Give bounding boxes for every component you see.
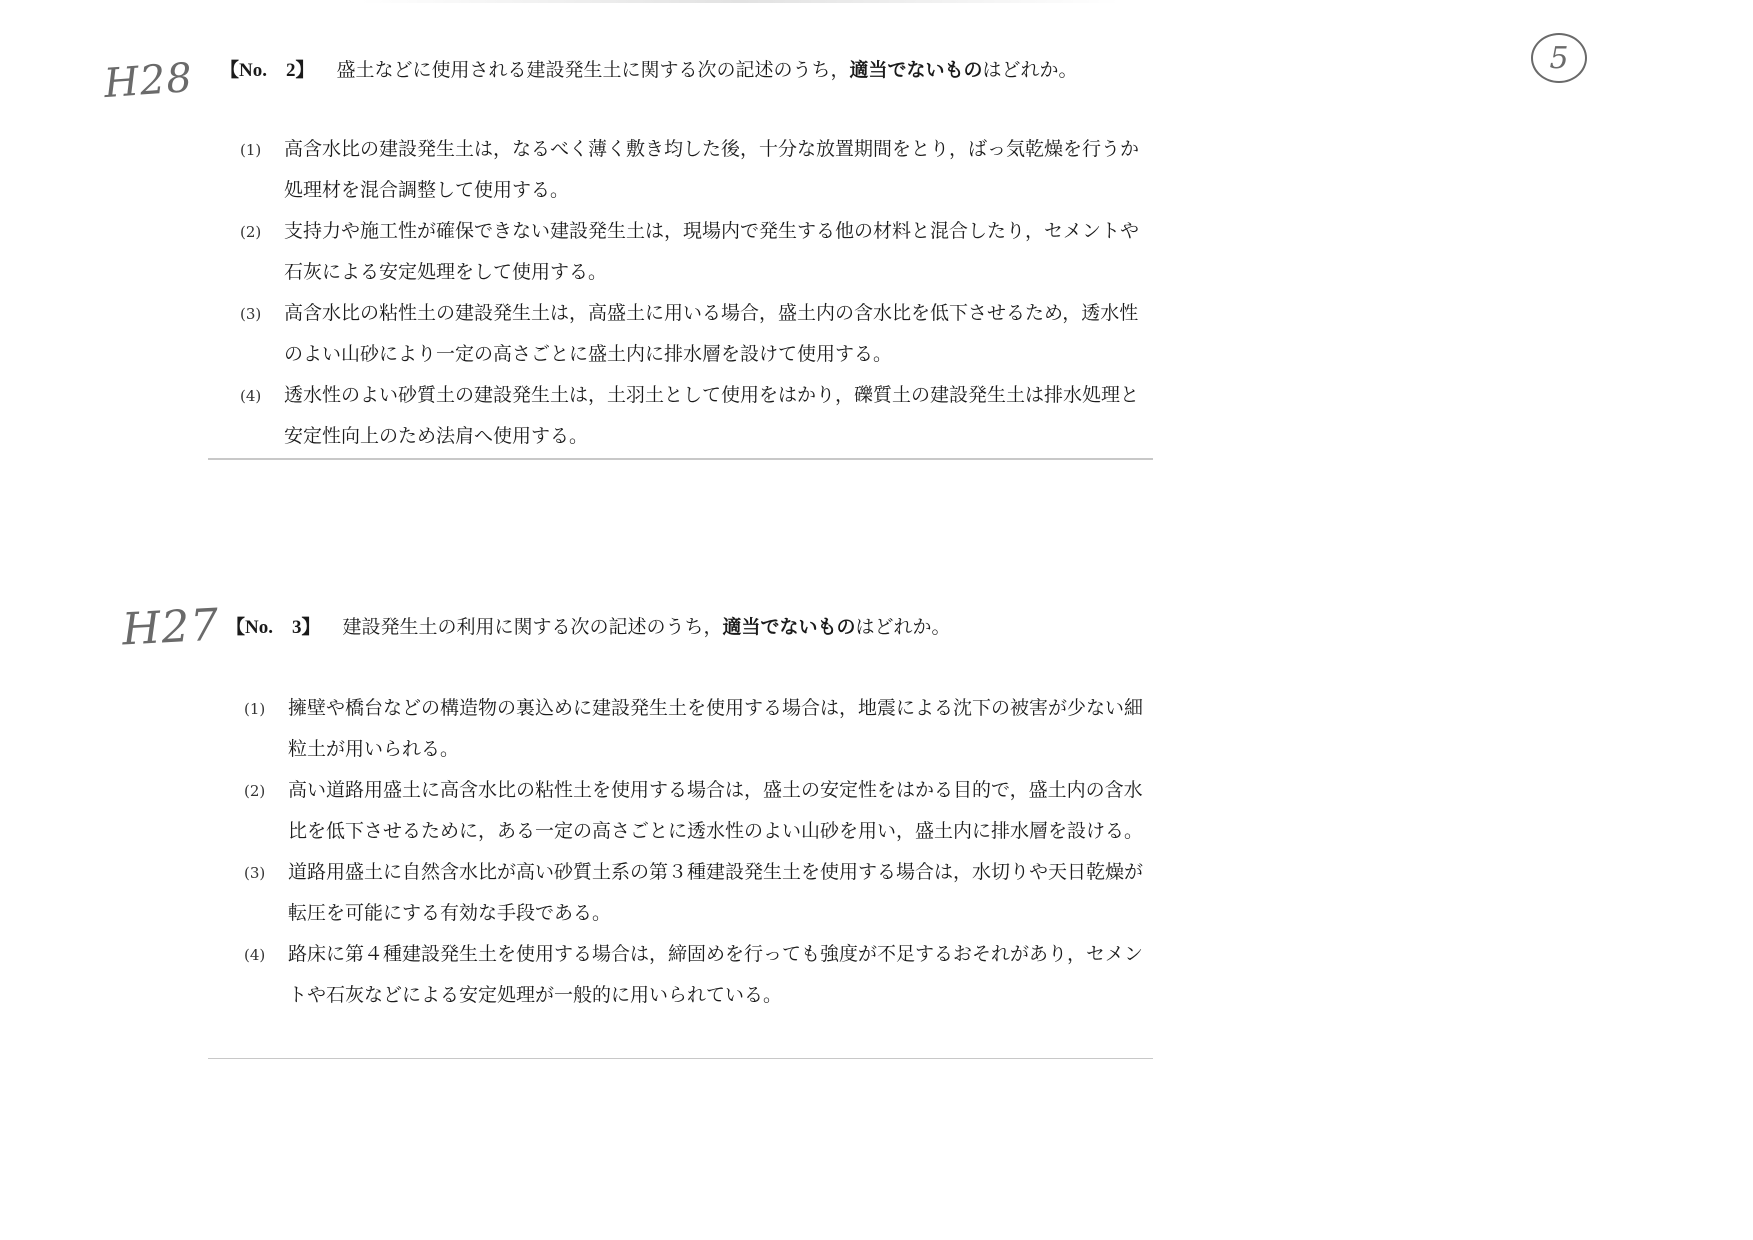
choice-text: 支持力や施工性が確保できない建設発生土は，現場内で発生する他の材料と混合したり，セメントや石灰による安定処理をして使用する。	[284, 220, 1140, 283]
choice-text: 擁壁や橋台などの構造物の裏込めに建設発生土を使用する場合は，地震による沈下の被害が少ない細粒土が用いられる。	[288, 697, 1144, 760]
question-number: 【No. 3】	[226, 617, 321, 638]
choice-number: (4)	[244, 946, 266, 964]
circled-page-number: 5	[1531, 33, 1587, 83]
question-no2	[220, 55, 1140, 82]
choice-item	[244, 770, 1150, 852]
choice-list-no2	[240, 129, 1150, 457]
choice-text: 道路用盛土に自然含水比が高い砂質土系の第３種建設発生土を使用する場合は，水切りや天日乾燥が転圧を可能にする有効な手段である。	[288, 861, 1144, 924]
choice-item	[240, 293, 1150, 375]
handwritten-year-h28: H28	[102, 54, 195, 108]
choice-text: 高含水比の粘性土の建設発生土は，高盛土に用いる場合，盛土内の含水比を低下させるため，透水性のよい山砂により一定の高さごとに盛土内に排水層を設けて使用する。	[284, 302, 1139, 365]
choice-item	[240, 211, 1150, 293]
question-heading	[220, 55, 1140, 82]
choice-number: (4)	[240, 387, 262, 405]
choice-text: 高い道路用盛土に高含水比の粘性土を使用する場合は，盛土の安定性をはかる目的で，盛土内の含水比を低下させるために，ある一定の高さごとに透水性のよい山砂を用い，盛土内に排水層を設ける。	[288, 779, 1144, 842]
stem-emphasis: 適当でないもの	[849, 59, 983, 81]
section-divider	[208, 458, 1153, 460]
choice-item	[244, 688, 1150, 770]
question-no3	[226, 612, 1146, 639]
stem-text-end: はどれか。	[855, 616, 951, 638]
choice-number: (2)	[240, 223, 262, 241]
stem-emphasis: 適当でないもの	[722, 616, 856, 638]
section-divider	[208, 1058, 1153, 1059]
choice-item	[244, 934, 1150, 1016]
choice-number: (3)	[244, 864, 266, 882]
choice-number: (1)	[240, 141, 262, 159]
choice-item	[240, 375, 1150, 457]
scan-edge	[360, 0, 1120, 3]
choice-number: (3)	[240, 305, 262, 323]
choice-text: 路床に第４種建設発生土を使用する場合は，締固めを行っても強度が不足するおそれがあり，セメントや石灰などによる安定処理が一般的に用いられている。	[288, 943, 1144, 1006]
stem-text: 建設発生土の利用に関する次の記述のうち，	[342, 616, 723, 638]
choice-list-no3	[244, 688, 1150, 1016]
question-number: 【No. 2】	[220, 60, 315, 81]
choice-text: 高含水比の建設発生土は，なるべく薄く敷き均した後，十分な放置期間をとり，ばっ気乾燥を行うか処理材を混合調整して使用する。	[284, 138, 1140, 201]
choice-number: (2)	[244, 782, 266, 800]
choice-text: 透水性のよい砂質土の建設発生土は，土羽土として使用をはかり，礫質土の建設発生土は排水処理と安定性向上のため法肩へ使用する。	[284, 384, 1140, 447]
question-heading	[226, 612, 1146, 639]
question-stem	[336, 55, 1077, 82]
choice-item	[240, 129, 1150, 211]
handwritten-year-h27: H27	[120, 599, 221, 656]
stem-text-end: はどれか。	[982, 59, 1078, 81]
choice-number: (1)	[244, 700, 266, 718]
question-stem	[342, 612, 950, 639]
choice-item	[244, 852, 1150, 934]
stem-text: 盛土などに使用される建設発生土に関する次の記述のうち，	[336, 59, 850, 81]
